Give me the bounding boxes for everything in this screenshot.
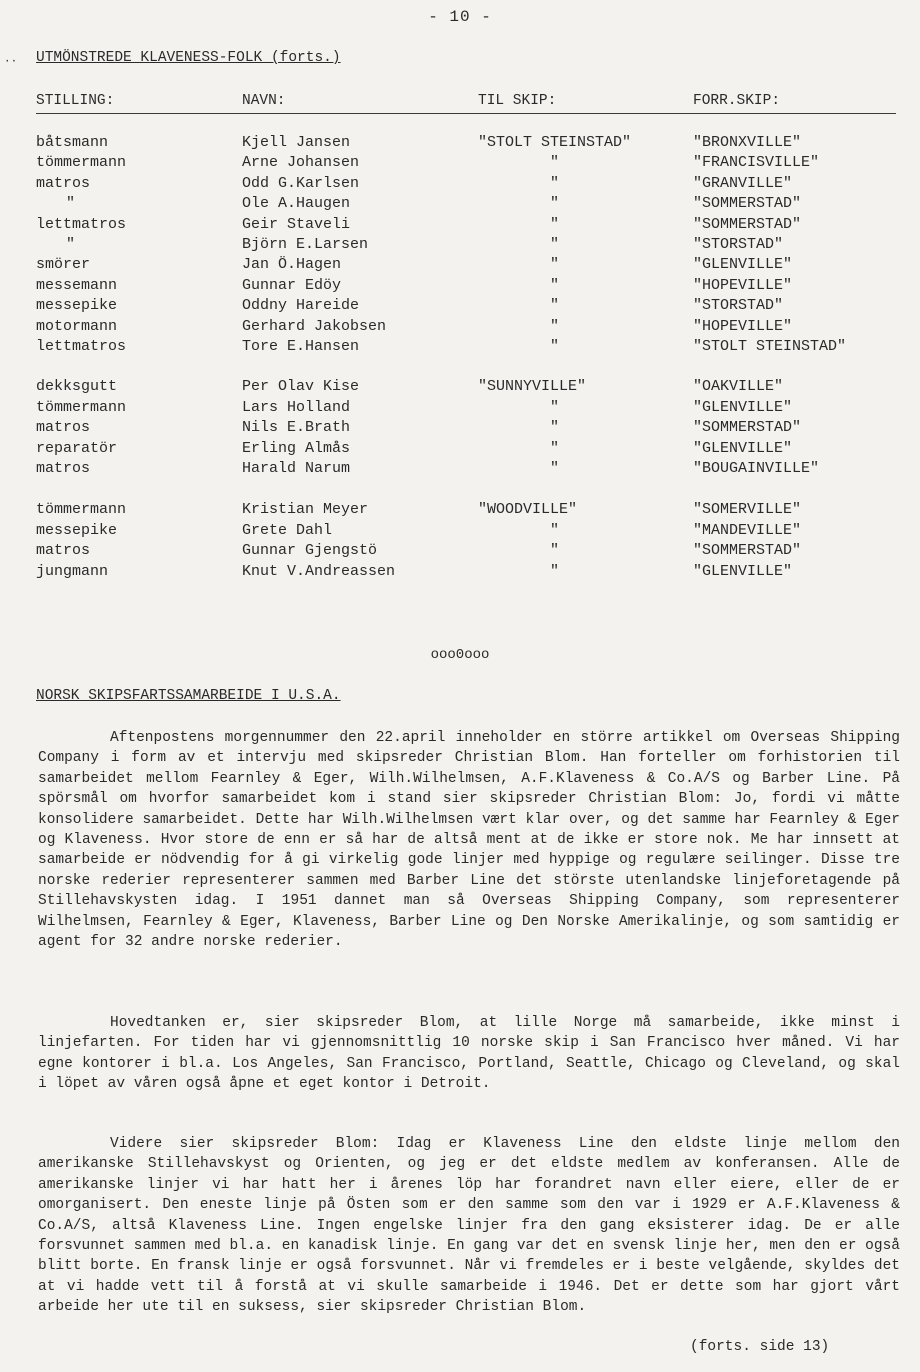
crew-stilling: tömmermann <box>36 398 127 416</box>
crew-navn: Gerhard Jakobsen <box>242 317 387 335</box>
crew-forr-skip: "STORSTAD" <box>693 236 784 253</box>
crew-row <box>36 501 896 521</box>
crew-row <box>36 236 896 256</box>
page-number: - 10 - <box>428 8 492 26</box>
crew-forr-skip: "BRONXVILLE" <box>693 134 802 151</box>
crew-forr-skip: "SOMERVILLE" <box>693 501 802 519</box>
crew-stilling: matros <box>36 460 91 477</box>
crew-stilling: matros <box>36 542 91 560</box>
crew-row <box>36 399 896 419</box>
crew-navn: Grete Dahl <box>242 521 333 539</box>
crew-row <box>36 277 896 297</box>
crew-stilling: lettmatros <box>36 215 127 233</box>
crew-forr-skip: "OAKVILLE" <box>693 378 784 396</box>
crew-stilling: reparatör <box>36 439 118 457</box>
crew-table-header <box>36 91 896 114</box>
crew-row <box>36 318 896 338</box>
crew-stilling: matros <box>36 419 91 437</box>
crew-navn: Tore E.Hansen <box>242 338 360 355</box>
crew-til-skip: "WOODVILLE" <box>478 501 578 519</box>
crew-til-skip: " <box>550 317 560 335</box>
crew-til-skip: " <box>550 276 560 294</box>
crew-forr-skip: "SOMMERSTAD" <box>693 542 802 560</box>
crew-row <box>36 378 896 398</box>
header-stilling: STILLING: <box>36 93 115 109</box>
crew-navn: Knut V.Andreassen <box>242 562 396 580</box>
crew-navn: Björn E.Larsen <box>242 236 369 253</box>
crew-forr-skip: "MANDEVILLE" <box>693 521 802 539</box>
crew-til-skip: " <box>550 338 560 355</box>
crew-stilling: tömmermann <box>36 154 127 172</box>
crew-navn: Arne Johansen <box>242 154 360 172</box>
crew-forr-skip: "GRANVILLE" <box>693 174 793 192</box>
continued-note: (forts. side 13) <box>690 1339 830 1355</box>
crew-navn: Kjell Jansen <box>242 134 351 151</box>
crew-forr-skip: "SOMMERSTAD" <box>693 215 802 233</box>
crew-navn: Jan Ö.Hagen <box>242 256 342 274</box>
crew-navn: Per Olav Kise <box>242 378 360 396</box>
crew-til-skip: " <box>550 419 560 437</box>
crew-til-skip: "SUNNYVILLE" <box>478 378 587 396</box>
crew-navn: Ole A.Haugen <box>242 195 351 213</box>
article-paragraph-2: Hovedtanken er, sier skipsreder Blom, at lille Norge må samarbeide, ikke minst i linjefarten. For tiden har vi gjennomsnittlig 10 norske skip i San Francisco hver måned. Vi har egne kontorer i bl.a. Los Angeles, San Francisco, Portland, Seattle, Chicago og Cleveland, og skal i löpet av våren også åpne et eget kontor i Detroit. <box>38 1015 900 1093</box>
crew-navn: Harald Narum <box>242 460 351 477</box>
crew-row <box>36 175 896 195</box>
crew-stilling: messepike <box>36 297 118 315</box>
crew-stilling: matros <box>36 174 91 192</box>
crew-row <box>36 522 896 542</box>
crew-til-skip: " <box>550 215 560 233</box>
crew-stilling: " <box>66 236 76 253</box>
crew-til-skip: " <box>550 439 560 457</box>
crew-row <box>36 563 896 583</box>
crew-til-skip: " <box>550 562 560 580</box>
crew-navn: Oddny Hareide <box>242 297 360 315</box>
crew-navn: Nils E.Brath <box>242 419 351 437</box>
crew-navn: Gunnar Gjengstö <box>242 542 378 560</box>
crew-forr-skip: "GLENVILLE" <box>693 398 793 416</box>
crew-forr-skip: "HOPEVILLE" <box>693 276 793 294</box>
crew-stilling: lettmatros <box>36 338 127 355</box>
crew-stilling: smörer <box>36 256 91 274</box>
crew-til-skip: " <box>550 256 560 274</box>
crew-row <box>36 216 896 236</box>
crew-til-skip: " <box>550 521 560 539</box>
crew-til-skip: " <box>550 297 560 315</box>
crew-forr-skip: "SOMMERSTAD" <box>693 419 802 437</box>
margin-mark: ·· <box>4 56 18 68</box>
crew-stilling: messemann <box>36 276 118 294</box>
crew-til-skip: " <box>550 195 560 213</box>
article-paragraph-3: Videre sier skipsreder Blom: Idag er Klaveness Line den eldste linje mellom den amerikanske Stillehavskyst og Orienten, og jeg er det eldste medlem av konferansen. Alle de amerikanske linjer vi har hatt her i årenes löp har forandret navn eller eiere, eller de er omorganisert. Den eneste linje på Östen som er den samme som den var i 1929 er A.F.Klaveness & Co.A/S, altså Klaveness Line. Ingen engelske linjer fra den gang eksisterer idag. De er alle forsvunnet sammen med bl.a. en kanadisk linje. En gang var det en svensk linje her, men den er også blitt borte. En fransk linje er også forsvunnet. Når vi fremdeles er i beste velgående, skyldes det at vi hadde vett til å forstå at vi skulle samarbeide i 1946. Det er dette som har gjort vårt arbeide her ute til en suksess, sier skipsreder Christian Blom. <box>38 1136 900 1316</box>
crew-forr-skip: "STORSTAD" <box>693 297 784 315</box>
crew-stilling: tömmermann <box>36 501 127 519</box>
article-title: NORSK SKIPSFARTSSAMARBEIDE I U.S.A. <box>36 688 341 704</box>
crew-forr-skip: "GLENVILLE" <box>693 562 793 580</box>
crew-til-skip: " <box>550 542 560 560</box>
crew-stilling: jungmann <box>36 562 109 580</box>
crew-til-skip: " <box>550 154 560 172</box>
crew-til-skip: " <box>550 398 560 416</box>
crew-til-skip: "STOLT STEINSTAD" <box>478 134 632 151</box>
crew-forr-skip: "SOMMERSTAD" <box>693 195 802 213</box>
crew-forr-skip: "HOPEVILLE" <box>693 317 793 335</box>
crew-navn: Geir Staveli <box>242 215 351 233</box>
crew-row <box>36 256 896 276</box>
crew-section-title: UTMÖNSTREDE KLAVENESS-FOLK (forts.) <box>36 50 341 66</box>
crew-row <box>36 297 896 317</box>
crew-forr-skip: "GLENVILLE" <box>693 256 793 274</box>
header-forr-skip: FORR.SKIP: <box>693 93 781 109</box>
crew-forr-skip: "FRANCISVILLE" <box>693 154 820 172</box>
crew-navn: Lars Holland <box>242 398 351 416</box>
crew-til-skip: " <box>550 460 560 477</box>
section-separator: ooo0ooo <box>430 647 490 663</box>
header-navn: NAVN: <box>242 93 286 109</box>
crew-row <box>36 542 896 562</box>
crew-row <box>36 154 896 174</box>
crew-stilling: messepike <box>36 521 118 539</box>
crew-stilling: " <box>66 195 76 213</box>
article-paragraph-1: Aftenpostens morgennummer den 22.april inneholder en större artikkel om Overseas Shipping Company i form av et intervju med skipsreder Christian Blom. Han forteller om forhistorien til samarbeidet mellom Fearnley & Eger, Wilh.Wilhelmsen, A.F.Klaveness & Co.A/S og Barber Line. På spörsmål om hvorfor samarbeidet kom i stand sier skipsreder Christian Blom: Jo, fordi vi måtte konsolidere samarbeidet. Dette har Wilh.Wilhelmsen vært klar over, og det samme har Fearnley & Eger og Klaveness. Hvor store de enn er så har de altså ment at de ikke er store nok. Me har innsett at samarbeide er nödvendig for å gi virkelig gode linjer med hyppige og regulære seilinger. Disse tre norske rederier representerer sammen med Barber Line det störste utenlandske linjeforetagende på Stillehavskysten idag. I 1951 dannet man så Overseas Shipping Company, som representerer Wilhelmsen, Fearnley & Eger, Klaveness, Barber Line og Den Norske Amerikalinje, og som samtidig er agent for 32 andre norske rederier. <box>38 730 900 951</box>
crew-stilling: motormann <box>36 317 118 335</box>
crew-row <box>36 460 896 480</box>
crew-row <box>36 195 896 215</box>
crew-stilling: båtsmann <box>36 134 109 151</box>
crew-forr-skip: "STOLT STEINSTAD" <box>693 338 847 355</box>
crew-row <box>36 338 896 358</box>
header-til-skip: TIL SKIP: <box>478 93 557 109</box>
crew-til-skip: " <box>550 236 560 253</box>
crew-row <box>36 419 896 439</box>
crew-forr-skip: "BOUGAINVILLE" <box>693 460 820 477</box>
crew-forr-skip: "GLENVILLE" <box>693 439 793 457</box>
crew-stilling: dekksgutt <box>36 378 118 396</box>
crew-til-skip: " <box>550 174 560 192</box>
crew-navn: Kristian Meyer <box>242 501 369 519</box>
crew-navn: Odd G.Karlsen <box>242 174 360 192</box>
crew-row <box>36 440 896 460</box>
crew-row <box>36 134 896 154</box>
crew-navn: Erling Almås <box>242 439 351 457</box>
crew-navn: Gunnar Edöy <box>242 276 342 294</box>
